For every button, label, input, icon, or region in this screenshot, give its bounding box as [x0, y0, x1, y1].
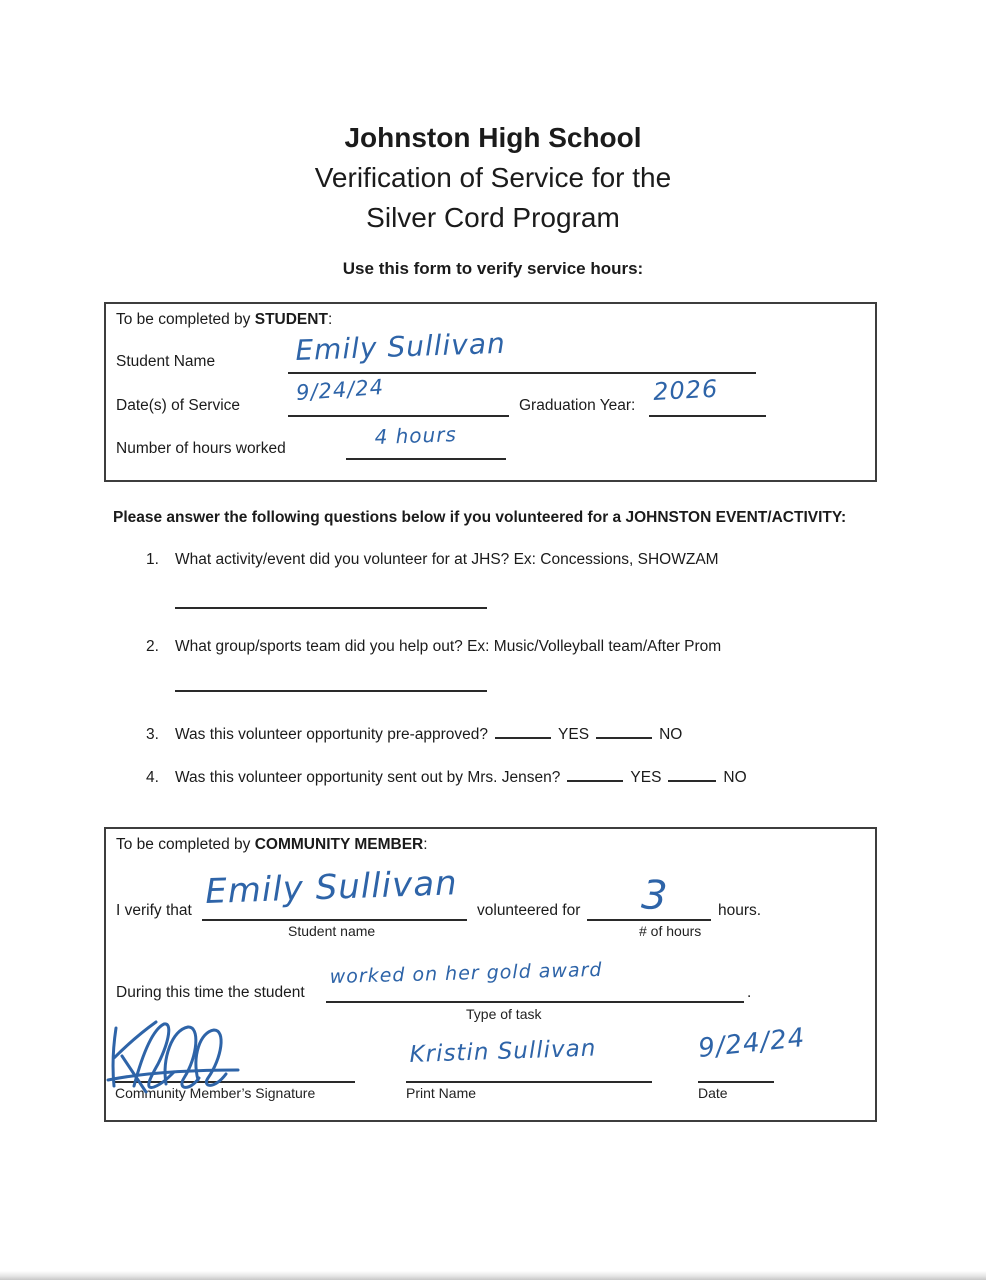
handwritten-verified-hours: 3 — [640, 872, 670, 920]
question-3 — [146, 724, 682, 744]
task-suffix-period: . — [747, 984, 752, 1001]
question-1 — [146, 551, 719, 569]
print-name-line — [406, 1065, 652, 1083]
handwritten-hours-worked: 4 hours — [374, 422, 458, 449]
student-name-sublabel: Student name — [288, 923, 376, 939]
student-header-suffix: : — [327, 311, 333, 328]
date-of-service-label: Date(s) of Service — [116, 397, 241, 414]
form-title-line3: Silver Cord Program — [366, 202, 620, 233]
question-3-text: Was this volunteer opportunity pre-approved? — [175, 726, 489, 743]
community-header-prefix: To be completed by — [116, 836, 255, 853]
graduation-year-label: Graduation Year: — [519, 397, 636, 414]
verify-middle-text: volunteered for — [477, 902, 581, 919]
date-label: Date — [698, 1085, 728, 1101]
community-header-suffix: : — [423, 836, 428, 853]
form-title-line1: Johnston High School — [344, 122, 642, 153]
question-4-text: Was this volunteer opportunity sent out by Mrs. Jensen? — [175, 769, 561, 786]
handwritten-task-description: worked on her gold award — [329, 958, 603, 988]
signature-label: Community Member’s Signature — [115, 1085, 316, 1101]
question-1-number: 1. — [146, 551, 159, 568]
question-2-text: What group/sports team did you help out? Ex: Music/Volleyball team/After Prom — [175, 638, 722, 655]
question-4-no-label: NO — [723, 769, 747, 786]
print-name-label: Print Name — [406, 1085, 477, 1101]
hours-worked-label: Number of hours worked — [116, 440, 286, 457]
verify-prefix-text: I verify that — [116, 902, 192, 919]
form-title-line2: Verification of Service for the — [314, 162, 672, 193]
student-section-header — [116, 311, 332, 329]
question-3-yes-label: YES — [558, 726, 590, 743]
handwritten-print-name: Kristin Sullivan — [409, 1035, 597, 1068]
page-bottom-edge-shadow — [0, 1271, 986, 1280]
handwritten-date-of-service: 9/24/24 — [295, 374, 385, 405]
verify-suffix-text: hours. — [718, 902, 762, 919]
question-4 — [146, 767, 747, 787]
question-1-answer-line — [175, 591, 487, 609]
question-4-number: 4. — [146, 769, 159, 786]
question-1-text: What activity/event did you volunteer for at JHS? Ex: Concessions, SHOWZAM — [175, 551, 719, 568]
question-4-yes-label: YES — [630, 769, 662, 786]
community-header-emphasis: COMMUNITY MEMBER — [254, 836, 424, 853]
question-2-answer-line — [175, 674, 487, 692]
question-4-no-blank — [668, 767, 716, 782]
hours-sublabel: # of hours — [639, 923, 702, 939]
question-2-number: 2. — [146, 638, 159, 655]
question-3-no-label: NO — [659, 726, 683, 743]
question-3-yes-blank — [495, 724, 551, 739]
task-prefix-text: During this time the student — [116, 984, 305, 1001]
questions-heading: Please answer the following questions below if you volunteered for a JOHNSTON EVENT/ACTIVITY: — [113, 509, 847, 526]
task-sublabel: Type of task — [466, 1006, 542, 1022]
community-section-header — [116, 836, 428, 854]
form-instruction: Use this form to verify service hours: — [342, 259, 644, 278]
handwritten-signature-date: 9/24/24 — [696, 1022, 807, 1064]
student-name-label: Student Name — [116, 353, 216, 370]
question-3-number: 3. — [146, 726, 159, 743]
community-signature-ink — [104, 1014, 249, 1100]
question-4-yes-blank — [567, 767, 623, 782]
handwritten-verified-student-name: Emily Sullivan — [204, 863, 459, 912]
task-blank-line — [326, 985, 744, 1003]
question-2 — [146, 638, 721, 656]
question-3-no-blank — [596, 724, 652, 739]
handwritten-graduation-year: 2026 — [652, 374, 719, 406]
student-header-prefix: To be completed by — [116, 311, 255, 328]
date-line — [698, 1065, 774, 1083]
handwritten-student-name: Emily Sullivan — [294, 326, 507, 367]
student-header-emphasis: STUDENT — [254, 311, 328, 328]
